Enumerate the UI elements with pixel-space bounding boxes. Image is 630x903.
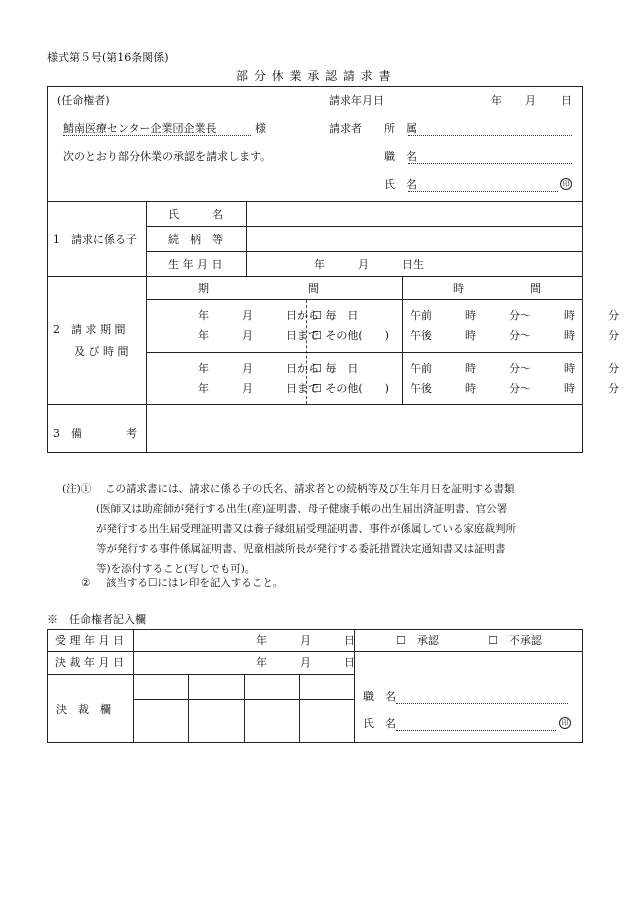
period-from-2: 年 月 日から — [198, 362, 319, 375]
name-label: 氏 名 — [384, 178, 417, 191]
section2-label-2: 及 び 時 間 — [74, 345, 129, 358]
period-from-1: 年 月 日から — [198, 309, 319, 322]
appointer-post-field[interactable] — [396, 703, 568, 704]
pm-time-1: 午後 時 分～ 時 分 — [410, 329, 619, 342]
addressee: 鯖南医療センター企業団企業長 — [63, 122, 217, 135]
time-header: 時 間 — [453, 282, 541, 295]
requester-label: 請求者 — [329, 122, 362, 135]
approval-label: 決 裁 欄 — [56, 703, 111, 716]
main-table-border — [47, 86, 583, 87]
section2-label-1: 2 請 求 期 間 — [53, 323, 126, 336]
birthdate-text: 年 月 日生 — [314, 258, 424, 271]
disapprove-checkbox[interactable]: ☐ 不承認 — [488, 634, 542, 647]
honorific: 様 — [255, 122, 266, 135]
date-month: 月 — [525, 94, 536, 107]
period-to-2: 年 月 日まで — [198, 382, 319, 395]
request-date-label: 請求年月日 — [329, 94, 384, 107]
period-header: 期 間 — [198, 282, 319, 295]
notes-prefix: (注)① — [62, 483, 92, 495]
remarks-field[interactable] — [148, 406, 581, 451]
received-date-value: 年 月 日 — [256, 634, 355, 647]
section3-label: 3 備 考 — [53, 427, 137, 440]
decision-date-label: 決 裁 年 月 日 — [55, 656, 124, 669]
relationship-label: 続 柄 等 — [168, 233, 223, 246]
form-title: 部 分 休 業 承 認 請 求 書 — [236, 69, 392, 83]
name-field[interactable] — [408, 191, 558, 192]
appointer-name-field[interactable] — [396, 730, 556, 731]
note-2-mark: ② — [81, 577, 91, 589]
received-date-label: 受 理 年 月 日 — [55, 634, 124, 647]
appointer-seal-mark: 印 — [559, 717, 571, 729]
other-checkbox-2[interactable]: ☐ その他( ) — [312, 382, 389, 395]
note-1-line: この請求書には、請求に係る子の氏名、請求者との続柄等及び生年月日を証明する書類 — [105, 483, 515, 495]
note-2: 該当する☐にはレ印を記入すること。 — [106, 577, 284, 589]
note-1-line: 等が発行する事件係属証明書、児童相談所長が発行する委託措置決定通知書又は証明書 — [96, 543, 506, 555]
seal-mark: 印 — [560, 178, 572, 190]
address-label: 所 属 — [384, 122, 417, 135]
address-field[interactable] — [408, 135, 572, 136]
approve-checkbox[interactable]: ☐ 承認 — [396, 634, 439, 647]
appointer-label: (任命権者) — [57, 94, 110, 107]
date-year: 年 — [491, 94, 502, 107]
note-1-line: が発行する出生届受理証明書又は養子縁組届受理証明書、事件が係属している家庭裁判所 — [96, 523, 516, 535]
section1-label: 1 請求に係る子 — [53, 233, 137, 246]
pm-time-2: 午後 時 分～ 時 分 — [410, 382, 619, 395]
note-1-line: 等)を添付すること(写しでも可)。 — [96, 563, 256, 575]
am-time-2: 午前 時 分～ 時 分 — [410, 362, 619, 375]
note-1 — [96, 479, 576, 579]
form-number: 様式第５号(第16条関係) — [47, 51, 169, 64]
other-checkbox-1[interactable]: ☐ その他( ) — [312, 329, 389, 342]
intro-text: 次のとおり部分休業の承認を請求します。 — [63, 150, 272, 163]
am-time-1: 午前 時 分～ 時 分 — [410, 309, 619, 322]
post-field[interactable] — [408, 163, 572, 164]
appointer-name-label: 氏 名 — [363, 717, 396, 730]
child-name-label: 氏 名 — [168, 208, 223, 221]
note-1-line: (医師又は助産師が発行する出生(産)証明書、母子健康手帳の出生届出済証明書、官公署 — [96, 503, 508, 515]
decision-date-value: 年 月 日 — [256, 656, 355, 669]
appointer-table-border — [47, 629, 583, 630]
date-day: 日 — [561, 94, 572, 107]
every-day-checkbox-1[interactable]: ☐ 毎 日 — [312, 309, 359, 322]
period-to-1: 年 月 日まで — [198, 329, 319, 342]
appointer-post-label: 職 名 — [363, 690, 396, 703]
post-label: 職 名 — [384, 150, 417, 163]
every-day-checkbox-2[interactable]: ☐ 毎 日 — [312, 362, 359, 375]
birthdate-label: 生 年 月 日 — [168, 258, 223, 271]
appointer-section-title: ※ 任命権者記入欄 — [47, 613, 146, 626]
